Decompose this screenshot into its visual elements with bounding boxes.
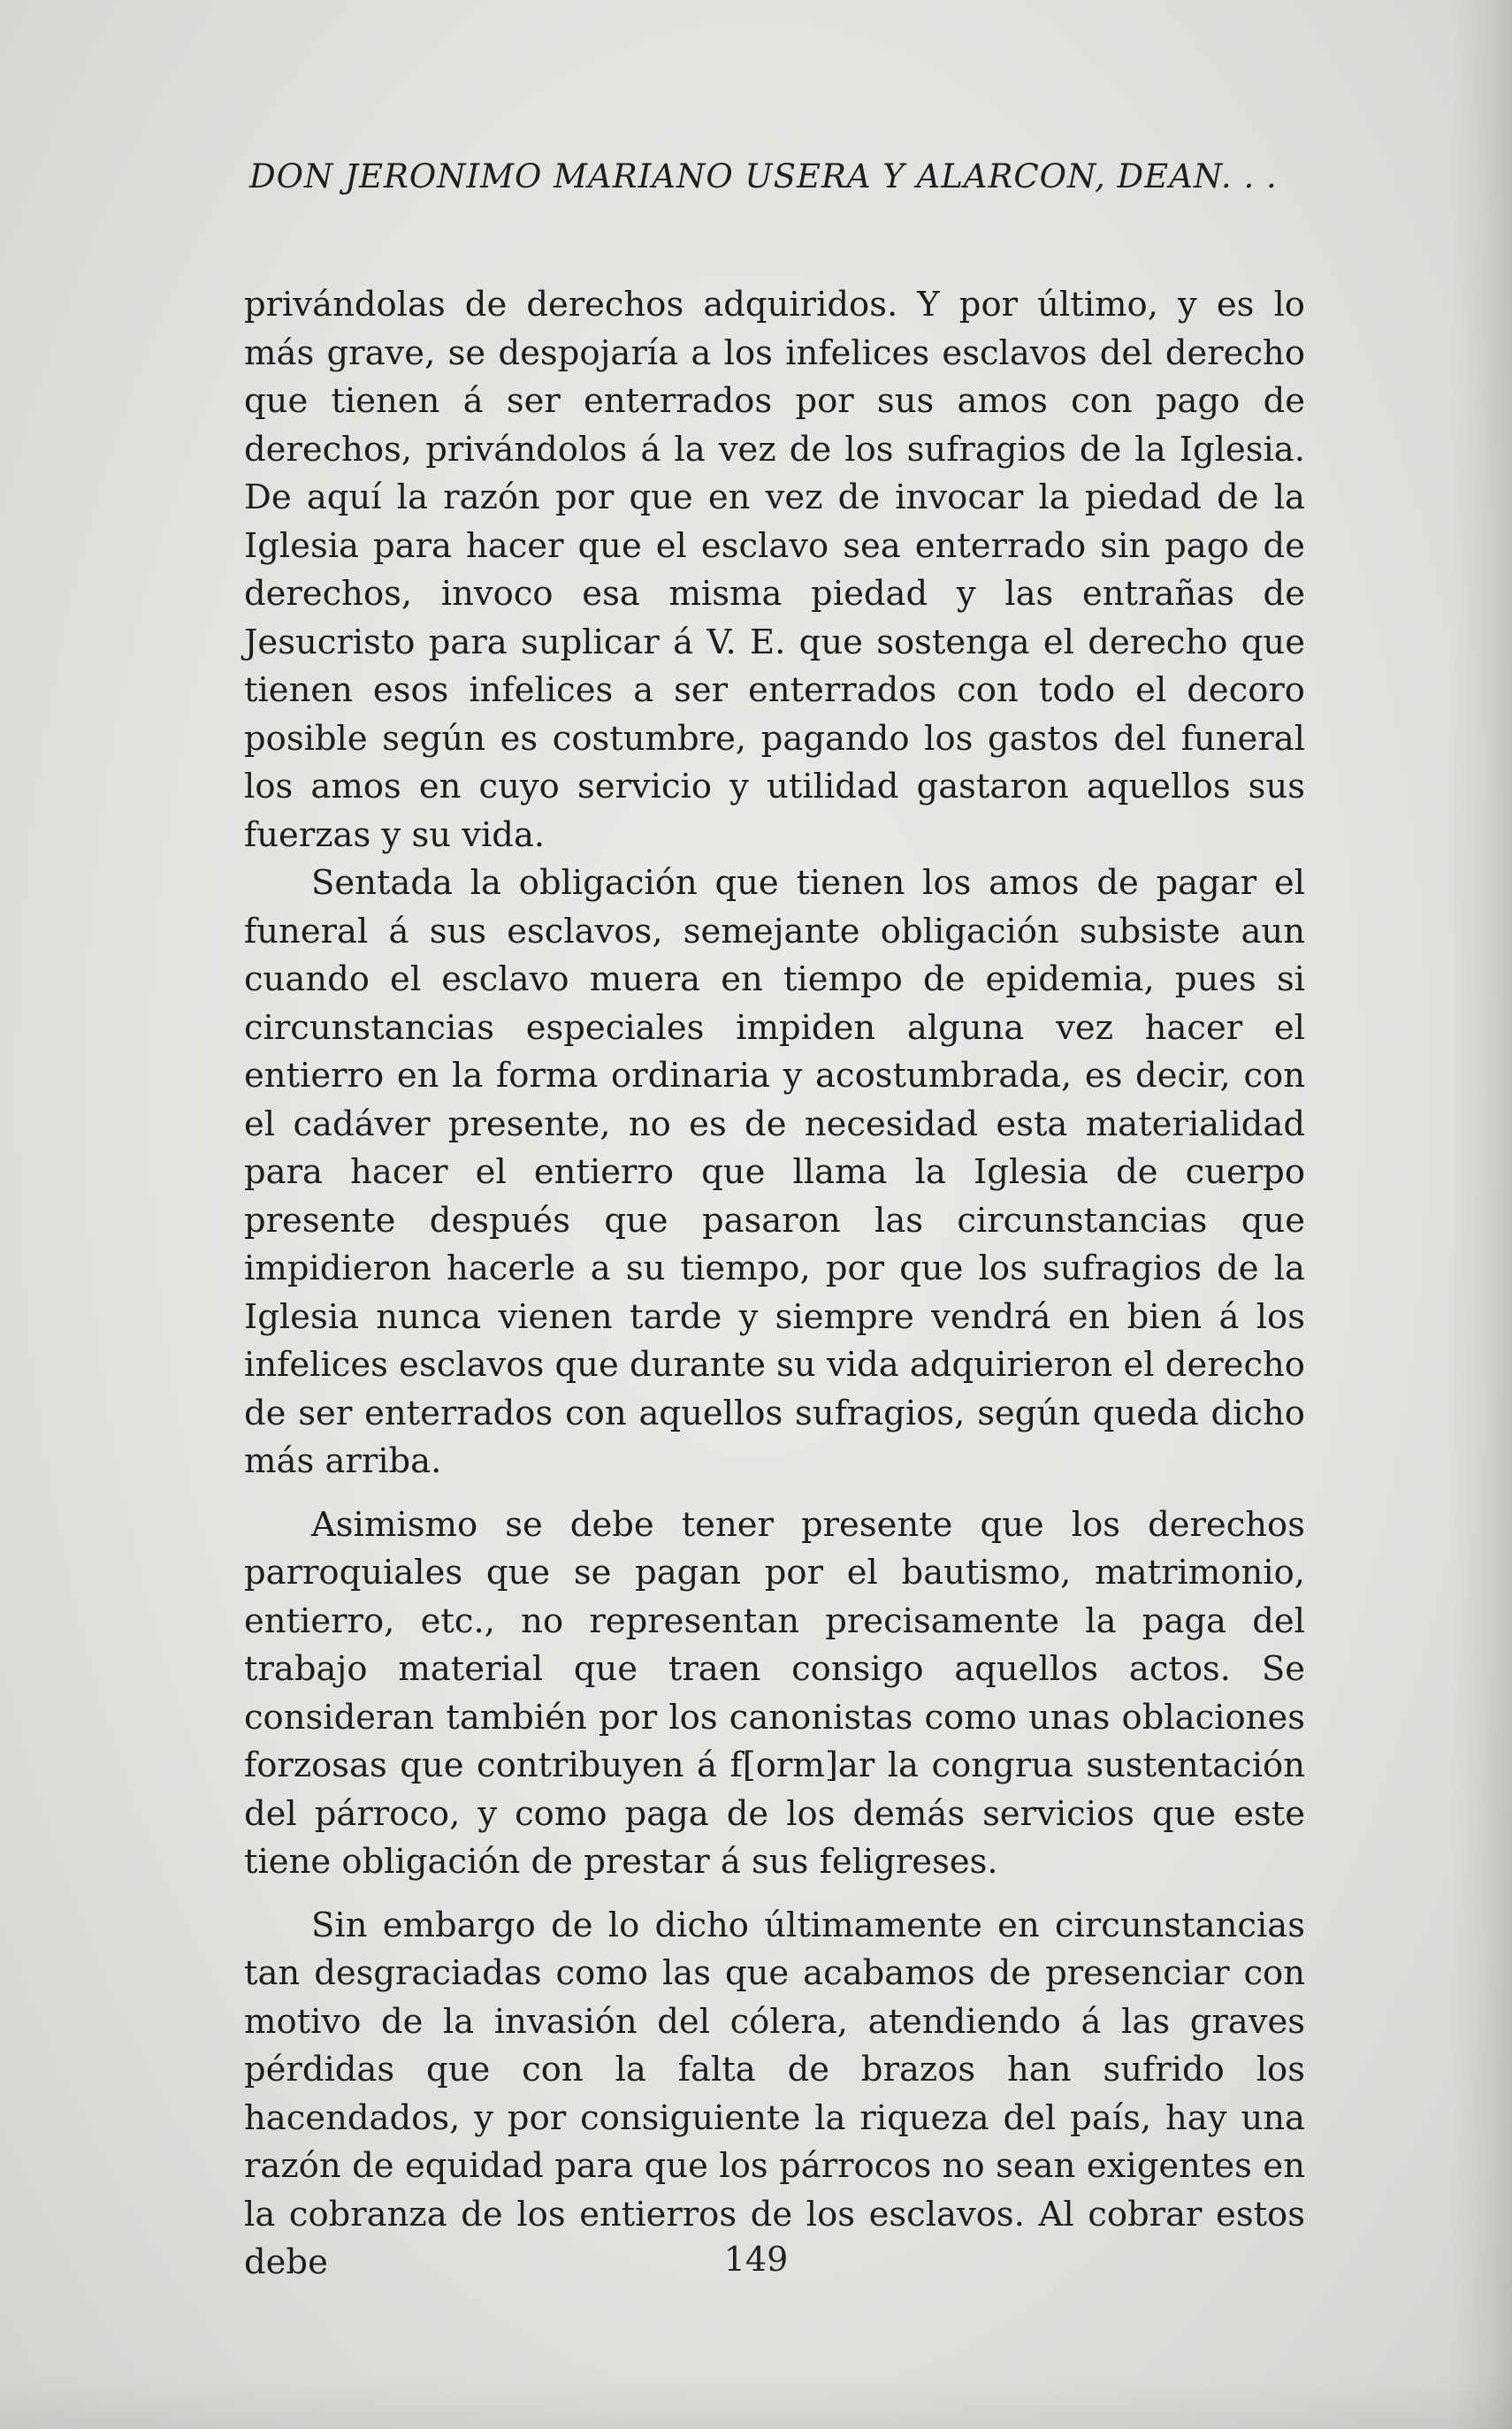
running-head: DON JERONIMO MARIANO USERA Y ALARCON, DEAN. . . — [249, 157, 1278, 195]
paragraph-4: Sin embargo de lo dicho últimamente en circunstancias tan desgraciadas como las que acabamos de presenciar con motivo de la invasión del cólera, atendiendo á las graves pérdidas que con la falta de brazos han sufrido los hacendados, y por consiguiente la riqueza del país, hay una razón de equidad para que los párrocos no sean exigentes en la cobranza de los entierros de los esclavos. Al cobrar estos debe — [244, 1905, 1305, 2282]
paragraph-3: Asimismo se debe tener presente que los derechos parroquiales que se pagan por el bautismo, matrimonio, entierro, etc., no representan precisamente la paga del trabajo material que traen consigo aquellos actos. Se consideran también por los canonistas como unas oblaciones forzosas que contribuyen á f[orm]ar la congrua sustentación del párroco, y como paga de los demás servicios que este tiene obligación de prestar á sus feligreses. — [244, 1504, 1305, 1882]
body-text — [244, 281, 1305, 2288]
page-edge-shadow — [1450, 0, 1512, 2429]
paragraph-1: privándolas de derechos adquiridos. Y por último, y es lo más grave, se despojaría a los infelices esclavos del derecho que tienen á ser enterrados por sus amos con pago de derechos, privándolos á la vez de los sufragios de la Iglesia. De aquí la razón por que en vez de invocar la piedad de la Iglesia para hacer que el esclavo sea enterrado sin pago de derechos, invoco esa misma piedad y las entrañas de Jesucristo para suplicar á V. E. que sostenga el derecho que tienen esos infelices a ser enterrados con todo el decoro posible según es costumbre, pagando los gastos del funeral los amos en cuyo servicio y utilidad gastaron aquellos sus fuerzas y su vida. — [244, 285, 1305, 855]
page-number: 149 — [723, 2240, 789, 2279]
page-bottom-shadow — [0, 2376, 1512, 2429]
paragraph-2: Sentada la obligación que tienen los amos de pagar el funeral á sus esclavos, semejante obligación subsiste aun cuando el esclavo muera en tiempo de epidemia, pues si circunstancias especiales impiden alguna vez hacer el entierro en la forma ordinaria y acostumbrada, es decir, con el cadáver presente, no es de necesidad esta materialidad para hacer el entierro que llama la Iglesia de cuerpo presente después que pasaron las circunstancias que impidieron hacerle a su tiempo, por que los sufragios de la Iglesia nunca vienen tarde y siempre vendrá en bien á los infelices esclavos que durante su vida adquirieron el derecho de ser enterrados con aquellos sufragios, según queda dicho más arriba. — [244, 863, 1305, 1481]
